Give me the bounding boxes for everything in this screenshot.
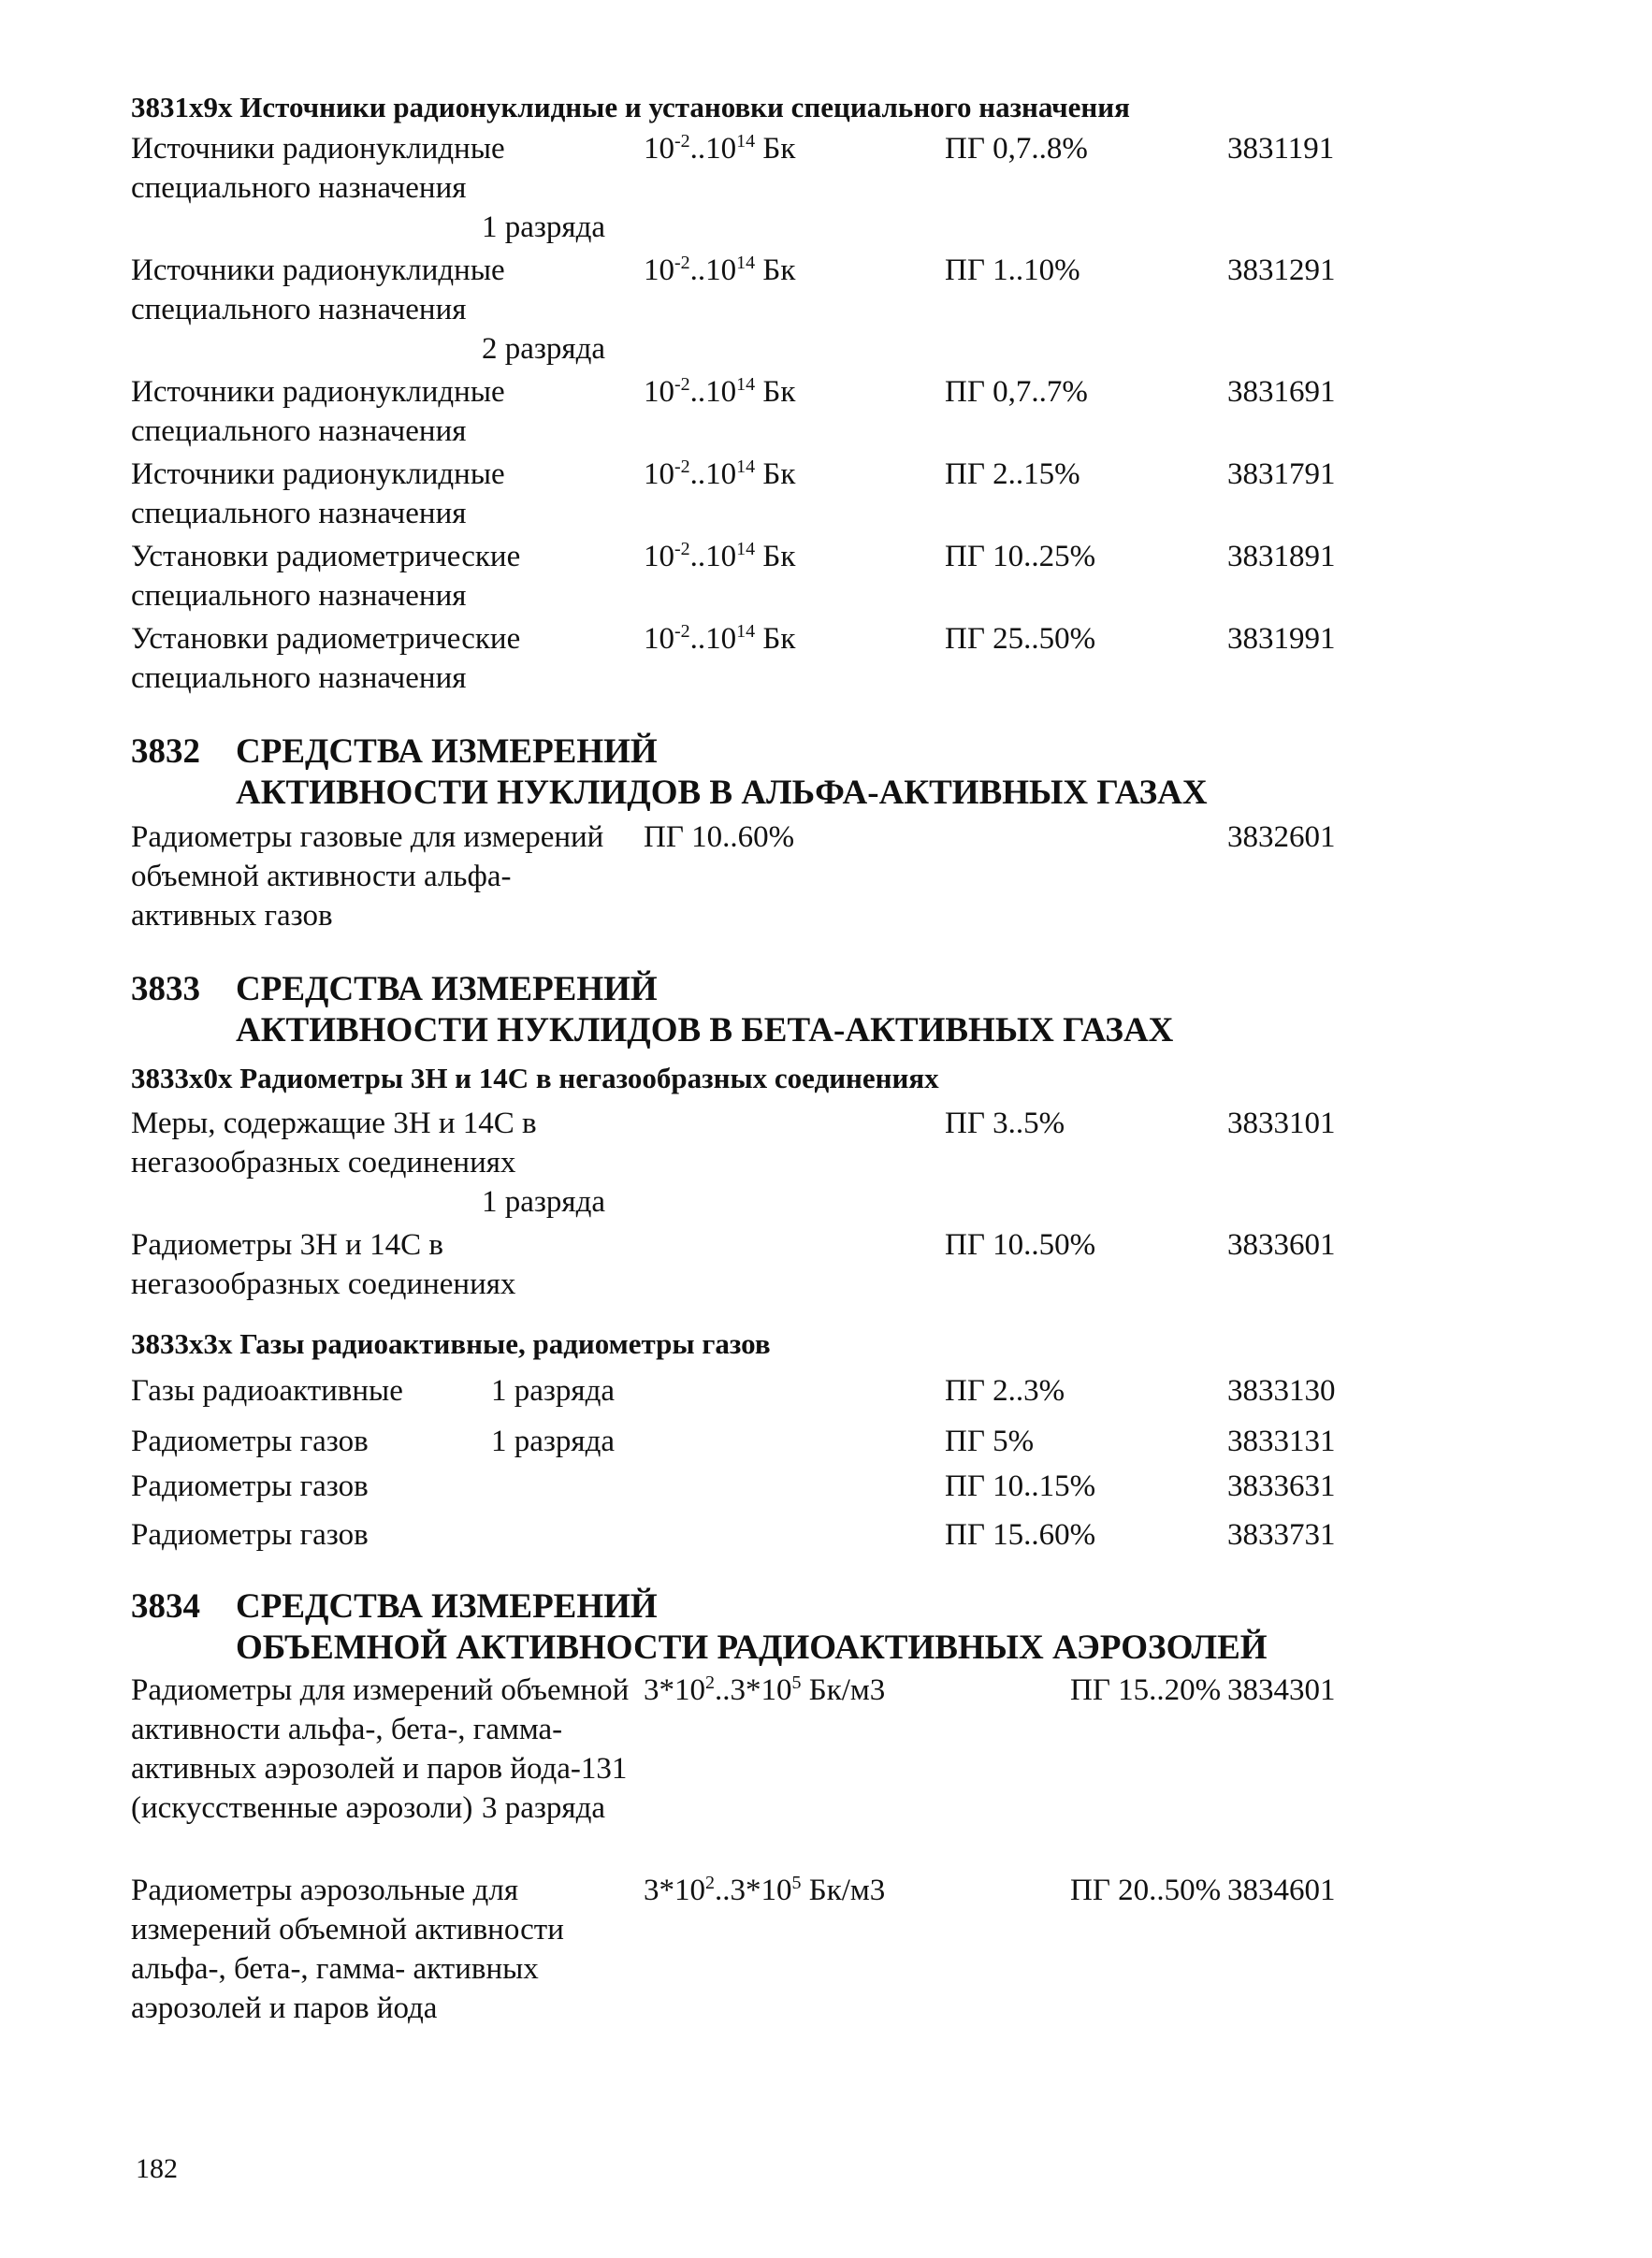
table-row xyxy=(131,818,1375,935)
error-limit: ПГ 10..15% xyxy=(945,1469,1096,1503)
section-3834-header xyxy=(131,1586,1375,1669)
measurement-range: $3*10^2..3*10^5$ Бк/м3 xyxy=(644,1873,886,1907)
section-number: 3832 xyxy=(131,732,200,771)
table-row xyxy=(131,1467,1375,1506)
item-grade: 3 разряда xyxy=(482,1791,606,1825)
section-3833-header xyxy=(131,969,1375,1051)
section-number: 3833 xyxy=(131,970,200,1008)
item-code: 3833101 xyxy=(1227,1107,1336,1140)
item-code: 3833601 xyxy=(1227,1228,1336,1262)
item-code: 3833130 xyxy=(1227,1374,1336,1408)
section-title: СРЕДСТВА ИЗМЕРЕНИЙ xyxy=(236,732,658,771)
item-code: 3831991 xyxy=(1227,622,1336,656)
measurement-range: $10^{-2}..10^{14}$ Бк xyxy=(644,253,796,287)
error-limit: ПГ 10..50% xyxy=(945,1228,1096,1262)
measurement-range: $10^{-2}..10^{14}$ Бк xyxy=(644,539,796,573)
error-limit: ПГ 5% xyxy=(945,1425,1035,1458)
item-grade: 1 разряда xyxy=(482,210,606,244)
table-row xyxy=(131,372,1375,451)
item-code: 3831291 xyxy=(1227,253,1336,287)
item-name: Источники радионуклидные специального назначения xyxy=(131,253,505,326)
item-grade: 2 разряда xyxy=(482,332,606,366)
section-number: 3834 xyxy=(131,1587,200,1626)
item-name: Радиометры 3Н и 14С в негазообразных соединениях xyxy=(131,1228,516,1301)
item-name: Установки радиометрические специального назначения xyxy=(131,540,521,613)
error-limit: ПГ 1..10% xyxy=(945,253,1080,287)
section-title-line2: ОБЪЕМНОЙ АКТИВНОСТИ РАДИОАКТИВНЫХ АЭРОЗОЛЕЙ xyxy=(236,1628,1268,1667)
item-code: 3833731 xyxy=(1227,1518,1336,1552)
subsection-3833x0x xyxy=(131,1061,1375,1096)
error-limit: ПГ 0,7..8% xyxy=(945,132,1088,166)
item-name: Радиометры аэрозольные для измерений объемной активности альфа-, бета-, гамма- активных аэрозолей и паров йода xyxy=(131,1874,564,2025)
error-limit: ПГ 0,7..7% xyxy=(945,375,1088,409)
item-name: Радиометры газов xyxy=(131,1518,369,1552)
section-title: СРЕДСТВА ИЗМЕРЕНИЙ xyxy=(236,970,658,1008)
error-limit: ПГ 15..20% xyxy=(1070,1673,1222,1707)
error-limit: ПГ 2..15% xyxy=(945,457,1080,491)
item-name: Газы радиоактивные xyxy=(131,1374,403,1408)
error-limit: ПГ 10..60% xyxy=(644,820,795,854)
section-title-line2: АКТИВНОСТИ НУКЛИДОВ В БЕТА-АКТИВНЫХ ГАЗАХ xyxy=(236,1011,1174,1049)
section-3832-header xyxy=(131,731,1375,814)
item-grade: 1 разряда xyxy=(482,1185,606,1219)
item-code: 3832601 xyxy=(1227,820,1336,854)
measurement-range: $10^{-2}..10^{14}$ Бк xyxy=(644,456,796,491)
error-limit: ПГ 2..3% xyxy=(945,1374,1065,1408)
item-code: 3833131 xyxy=(1227,1425,1336,1458)
table-row xyxy=(131,251,1375,369)
error-limit: ПГ 3..5% xyxy=(945,1107,1065,1140)
error-limit: ПГ 10..25% xyxy=(945,540,1096,573)
table-row xyxy=(131,1104,1375,1222)
item-name: Радиометры газов xyxy=(131,1425,369,1458)
item-code: 3834301 xyxy=(1227,1673,1336,1707)
subsection-header: 3831x9x Источники радионуклидные и установки специального назначения xyxy=(131,91,1130,123)
table-row xyxy=(131,455,1375,533)
table-row xyxy=(131,619,1375,698)
section-title: СРЕДСТВА ИЗМЕРЕНИЙ xyxy=(236,1587,658,1626)
item-code: 3831791 xyxy=(1227,457,1336,491)
table-row xyxy=(131,537,1375,615)
item-code: 3834601 xyxy=(1227,1874,1336,1907)
section-3831x9x xyxy=(131,90,1375,125)
error-limit: ПГ 15..60% xyxy=(945,1518,1096,1552)
table-row xyxy=(131,129,1375,247)
table-row xyxy=(131,1371,1375,1411)
item-name: Меры, содержащие 3Н и 14С в негазообразных соединениях xyxy=(131,1107,537,1180)
subsection-header: 3833x0x Радиометры 3Н и 14С в негазообразных соединениях xyxy=(131,1062,939,1094)
table-row xyxy=(131,1225,1375,1304)
table-row xyxy=(131,1671,1375,1828)
item-name: Радиометры газов xyxy=(131,1469,369,1503)
table-row xyxy=(131,1422,1375,1461)
item-name: Радиометры для измерений объемной активности альфа-, бета-, гамма-активных аэрозолей и паров йода-131 (искусственные аэрозоли) xyxy=(131,1673,630,1825)
measurement-range: $10^{-2}..10^{14}$ Бк xyxy=(644,374,796,409)
item-name: Источники радионуклидные специального назначения xyxy=(131,132,505,205)
section-title-line2: АКТИВНОСТИ НУКЛИДОВ В АЛЬФА-АКТИВНЫХ ГАЗАХ xyxy=(236,774,1208,812)
table-row xyxy=(131,1871,1375,2028)
item-name: Источники радионуклидные специального назначения xyxy=(131,457,505,530)
item-grade: 1 разряда xyxy=(491,1374,616,1408)
item-code: 3831691 xyxy=(1227,375,1336,409)
item-code: 3831891 xyxy=(1227,540,1336,573)
measurement-range: $10^{-2}..10^{14}$ Бк xyxy=(644,621,796,656)
item-code: 3831191 xyxy=(1227,132,1335,166)
error-limit: ПГ 25..50% xyxy=(945,622,1096,656)
table-row xyxy=(131,1515,1375,1555)
subsection-3833x3x xyxy=(131,1326,1375,1362)
item-grade: 1 разряда xyxy=(491,1425,616,1458)
item-name: Источники радионуклидные специального назначения xyxy=(131,375,505,448)
item-code: 3833631 xyxy=(1227,1469,1336,1503)
error-limit: ПГ 20..50% xyxy=(1070,1874,1222,1907)
item-name: Установки радиометрические специального назначения xyxy=(131,622,521,695)
measurement-range: $10^{-2}..10^{14}$ Бк xyxy=(644,131,796,166)
page-number: 182 xyxy=(136,2153,178,2184)
subsection-header: 3833x3x Газы радиоактивные, радиометры газов xyxy=(131,1327,771,1360)
item-name: Радиометры газовые для измерений объемной активности альфа-активных газов xyxy=(131,820,604,933)
measurement-range: $3*10^2..3*10^5$ Бк/м3 xyxy=(644,1672,886,1707)
